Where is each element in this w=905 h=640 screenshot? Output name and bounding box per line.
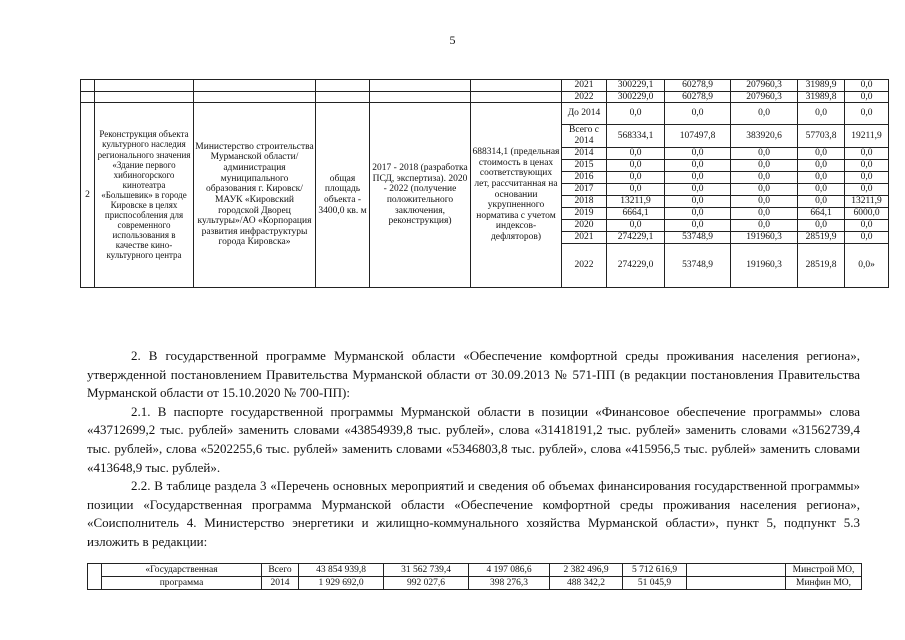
value-cell: 0,0 xyxy=(845,159,889,171)
value-cell: 0,0» xyxy=(845,243,889,287)
program-label: «Государственная xyxy=(102,564,262,577)
year-cell: Всего с 2014 xyxy=(562,125,607,147)
value-cell: 0,0 xyxy=(731,183,798,195)
value-cell: 6664,1 xyxy=(607,207,665,219)
year-cell: 2015 xyxy=(562,159,607,171)
paragraph: 2.1. В паспорте государственной программы Мурманской области в позиции «Финансовое обеспечение программы» слова «43712699,2 тыс. рублей» заменить словами «43854939,8 тыс. рублей», слова «31418191,2 тыс. рублей» заменить словами «31562739,4 тыс. рублей», слова «5202255,6 тыс. рублей» заменить словами «5346803,8 тыс. рублей», слова «415956,5 тыс. рублей» заменить словами «413648,9 тыс. рублей». xyxy=(87,403,860,475)
empty-cell xyxy=(370,91,471,103)
value-cell: 300229,1 xyxy=(607,80,665,92)
table-row xyxy=(88,577,862,590)
table-row xyxy=(81,91,889,103)
value-cell: 992 027,6 xyxy=(384,577,469,590)
value-cell: 0,0 xyxy=(845,231,889,243)
empty-cell xyxy=(687,577,786,590)
empty-cell xyxy=(81,80,95,92)
value-cell: 0,0 xyxy=(798,219,845,231)
page-number: 5 xyxy=(449,33,456,47)
table-row xyxy=(88,564,862,577)
paragraph: 2. В государственной программе Мурманской области «Обеспечение комфортной среды проживания населения региона», утвержденной постановлением Правительства Мурманской области от 30.09.2013 № 571-ПП (в редакции постановления Правительства Мурманской области от 15.10.2020 № 700-ПП): xyxy=(87,348,860,401)
value-cell: 107497,8 xyxy=(665,125,731,147)
value-cell: 0,0 xyxy=(731,159,798,171)
value-cell: 51 045,9 xyxy=(623,577,687,590)
value-cell: 0,0 xyxy=(731,103,798,125)
value-cell: 53748,9 xyxy=(665,243,731,287)
value-cell: 28519,8 xyxy=(798,243,845,287)
value-cell: 0,0 xyxy=(845,103,889,125)
empty-cell xyxy=(316,80,370,92)
value-cell: 0,0 xyxy=(607,171,665,183)
value-cell: 0,0 xyxy=(845,183,889,195)
value-cell: 488 342,2 xyxy=(550,577,623,590)
empty-cell xyxy=(81,91,95,103)
value-cell: 274229,0 xyxy=(607,243,665,287)
value-cell: 0,0 xyxy=(665,195,731,207)
value-cell: 383920,6 xyxy=(731,125,798,147)
empty-cell xyxy=(471,80,562,92)
empty-cell xyxy=(316,91,370,103)
value-cell: 13211,9 xyxy=(607,195,665,207)
value-cell: 31989,8 xyxy=(798,91,845,103)
amendment-text xyxy=(87,347,860,552)
project-name: Реконструкция объекта культурного наследия регионального значения «Здание первого хибиногорского кинотеатра «Большевик» в городе Кировске в целях приспособления для современного использования в качестве кино-культурного центра xyxy=(95,103,194,287)
value-cell: 0,0 xyxy=(798,171,845,183)
value-cell: 28519,9 xyxy=(798,231,845,243)
value-cell: 0,0 xyxy=(731,195,798,207)
value-cell: 0,0 xyxy=(607,183,665,195)
value-cell: 0,0 xyxy=(665,159,731,171)
empty-cell xyxy=(95,91,194,103)
value-cell: 0,0 xyxy=(665,219,731,231)
year-cell: 2022 xyxy=(562,243,607,287)
program-table xyxy=(87,563,862,590)
value-cell: 0,0 xyxy=(731,219,798,231)
value-cell: 0,0 xyxy=(845,80,889,92)
value-cell: 19211,9 xyxy=(845,125,889,147)
value-cell: 53748,9 xyxy=(665,231,731,243)
empty-cell xyxy=(687,564,786,577)
value-cell: 0,0 xyxy=(607,219,665,231)
value-cell: 0,0 xyxy=(607,159,665,171)
financing-table xyxy=(80,79,889,288)
value-cell: 0,0 xyxy=(798,195,845,207)
year-cell: 2014 xyxy=(562,147,607,159)
empty-cell xyxy=(194,80,316,92)
value-cell: 0,0 xyxy=(731,171,798,183)
value-cell: 2 382 496,9 xyxy=(550,564,623,577)
value-cell: 0,0 xyxy=(845,147,889,159)
value-cell: 191960,3 xyxy=(731,243,798,287)
year-cell: 2022 xyxy=(562,91,607,103)
value-cell: 274229,1 xyxy=(607,231,665,243)
value-cell: 6000,0 xyxy=(845,207,889,219)
value-cell: 0,0 xyxy=(665,183,731,195)
paragraph: 2.2. В таблице раздела 3 «Перечень основных мероприятий и сведения об объемах финансирования государственной программы» позиции «Государственная программа Мурманской области «Обеспечение комфортной среды проживания населения региона», «Соисполнитель 4. Министерство энергетики и жилищно-коммунального хозяйства Мурманской области», пункт 5, подпункт 5.3 изложить в редакции: xyxy=(87,478,860,549)
responsible-executor: Министерство строительства Мурманской области/администрация муниципального образования г. Кировск/МАУК «Кировский городской Дворец культуры»/АО «Корпорация развития инфраструктуры города Кировска» xyxy=(194,103,316,287)
year-cell: 2019 xyxy=(562,207,607,219)
value-cell: 664,1 xyxy=(798,207,845,219)
value-cell: 0,0 xyxy=(665,171,731,183)
value-cell: 31989,9 xyxy=(798,80,845,92)
object-capacity: общая площадь объекта - 3400,0 кв. м xyxy=(316,103,370,287)
year-cell: 2018 xyxy=(562,195,607,207)
empty-cell xyxy=(95,80,194,92)
year-cell: 2021 xyxy=(562,80,607,92)
year-cell: 2020 xyxy=(562,219,607,231)
value-cell: 0,0 xyxy=(798,147,845,159)
program-label: программа xyxy=(102,577,262,590)
value-cell: 0,0 xyxy=(607,103,665,125)
value-cell: 13211,9 xyxy=(845,195,889,207)
value-cell: 0,0 xyxy=(845,171,889,183)
value-cell: 0,0 xyxy=(845,91,889,103)
value-cell: 207960,3 xyxy=(731,91,798,103)
year-cell: 2016 xyxy=(562,171,607,183)
value-cell: 398 276,3 xyxy=(469,577,550,590)
value-cell: 0,0 xyxy=(731,147,798,159)
value-cell: 0,0 xyxy=(607,147,665,159)
value-cell: 0,0 xyxy=(798,159,845,171)
table-row xyxy=(81,103,889,125)
value-cell: 43 854 939,8 xyxy=(299,564,384,577)
empty-cell xyxy=(194,91,316,103)
table-row xyxy=(81,80,889,92)
project-terms: 2017 - 2018 (разработка ПСД, экспертиза). 2020 - 2022 (получение положительного заключения, реконструкция) xyxy=(370,103,471,287)
value-cell: 0,0 xyxy=(665,147,731,159)
value-cell: 5 712 616,9 xyxy=(623,564,687,577)
year-cell: До 2014 xyxy=(562,103,607,125)
value-cell: 1 929 692,0 xyxy=(299,577,384,590)
value-cell: 207960,3 xyxy=(731,80,798,92)
value-cell: 0,0 xyxy=(665,103,731,125)
note-cell: Минстрой МО, xyxy=(786,564,862,577)
value-cell: 60278,9 xyxy=(665,91,731,103)
value-cell: 0,0 xyxy=(665,207,731,219)
value-cell: 0,0 xyxy=(798,183,845,195)
value-cell: 4 197 086,6 xyxy=(469,564,550,577)
note-cell: Минфин МО, xyxy=(786,577,862,590)
year-cell: Всего xyxy=(262,564,299,577)
value-cell: 60278,9 xyxy=(665,80,731,92)
year-cell: 2017 xyxy=(562,183,607,195)
value-cell: 0,0 xyxy=(798,103,845,125)
value-cell: 57703,8 xyxy=(798,125,845,147)
row-number: 2 xyxy=(81,103,95,287)
value-cell: 300229,0 xyxy=(607,91,665,103)
value-cell: 0,0 xyxy=(845,219,889,231)
year-cell: 2021 xyxy=(562,231,607,243)
value-cell: 191960,3 xyxy=(731,231,798,243)
value-cell: 568334,1 xyxy=(607,125,665,147)
value-cell: 31 562 739,4 xyxy=(384,564,469,577)
year-cell: 2014 xyxy=(262,577,299,590)
empty-cell xyxy=(370,80,471,92)
empty-cell xyxy=(471,91,562,103)
table-cell xyxy=(88,564,102,590)
estimated-cost: 688314,1 (предельная стоимость в ценах соответствующих лет, рассчитанная на основании укрупненного норматива с учетом индексов-дефляторов) xyxy=(471,103,562,287)
value-cell: 0,0 xyxy=(731,207,798,219)
